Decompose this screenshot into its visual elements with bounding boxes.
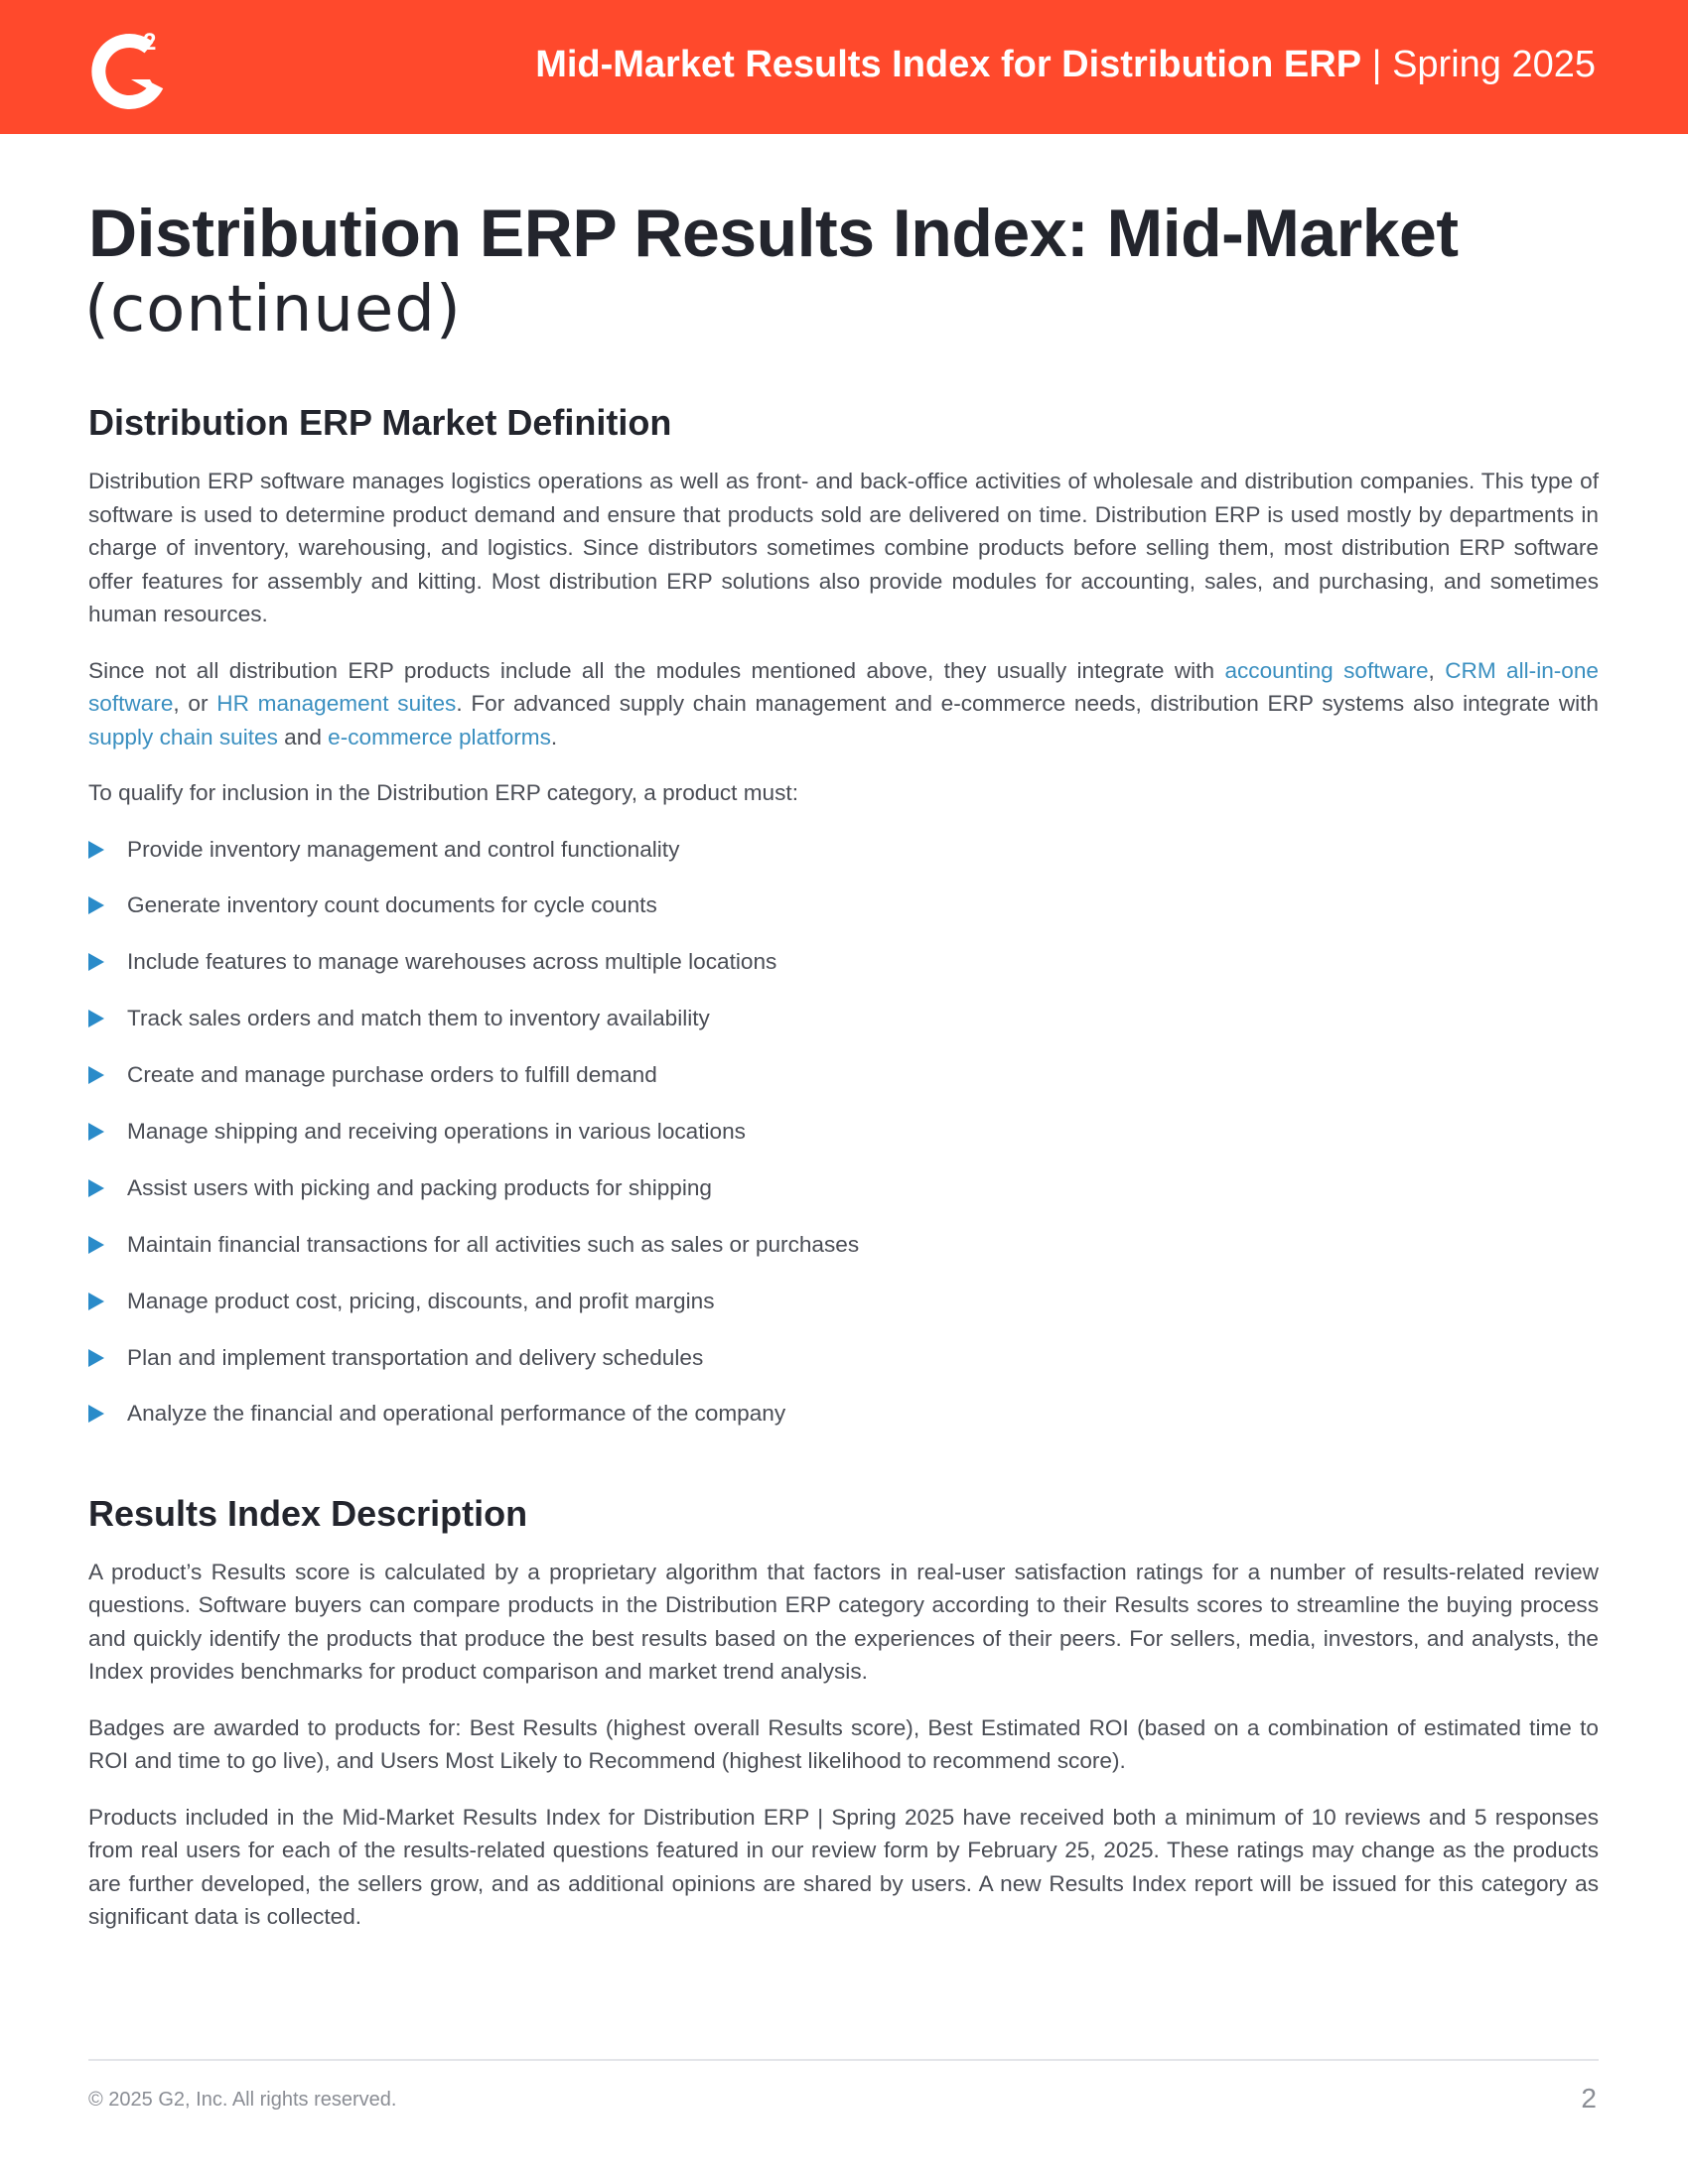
- criteria-list: [88, 833, 1599, 1431]
- svg-text:2: 2: [143, 29, 157, 56]
- text-span: . For advanced supply chain management and e-commerce needs, distribution ERP systems also integrate with: [456, 691, 1600, 716]
- text-span: ,: [1428, 657, 1446, 683]
- criteria-item-text: Analyze the financial and operational performance of the company: [127, 1401, 786, 1427]
- criteria-item-text: Provide inventory management and control functionality: [127, 836, 680, 862]
- text-span: .: [550, 724, 558, 750]
- page-title: Distribution ERP Results Index: Mid-Market: [88, 196, 1459, 271]
- report-header-title: [535, 44, 1596, 86]
- triangle-bullet-icon: [88, 1349, 104, 1367]
- criteria-item: [88, 1341, 1599, 1375]
- criteria-item-text: Track sales orders and match them to inventory availability: [127, 1006, 710, 1031]
- g2-logo: [87, 28, 173, 109]
- header-bar: [0, 0, 1688, 134]
- criteria-item: [88, 945, 1599, 979]
- market-definition-heading: Distribution ERP Market Definition: [88, 402, 672, 443]
- footer-copyright: © 2025 G2, Inc. All rights reserved.: [88, 2089, 397, 2111]
- criteria-item-text: Include features to manage warehouses across multiple locations: [127, 949, 777, 975]
- criteria-item: [88, 1058, 1599, 1092]
- text-span: , or: [173, 691, 217, 716]
- triangle-bullet-icon: [88, 1236, 104, 1254]
- criteria-item-text: Manage product cost, pricing, discounts, and profit margins: [127, 1288, 715, 1313]
- criteria-item: [88, 1285, 1599, 1318]
- footer-divider: [88, 2059, 1599, 2061]
- results-paragraph-2: Badges are awarded to products for: Best Results (highest overall Results score), Best Estimated ROI (based on a combination of estimated time to ROI and time to go live), and Users Most Likely to Recommend (highest likelihood to recommend score).: [88, 1714, 1599, 1774]
- criteria-intro: To qualify for inclusion in the Distribution ERP category, a product must:: [88, 780, 798, 805]
- triangle-bullet-icon: [88, 1123, 104, 1141]
- link-supply-chain-suites[interactable]: supply chain suites: [88, 724, 278, 750]
- results-paragraph-3: Products included in the Mid-Market Results Index for Distribution ERP | Spring 2025 have received both a minimum of 10 reviews and 5 responses from real users for each of the results-related questions featured in our review form by February 25, 2025. These ratings may change as the products are further developed, the sellers grow, and as additional opinions are shared by users. A new Results Index report will be issued for this category as significant data is collected.: [88, 1804, 1599, 1930]
- results-paragraph-1: A product’s Results score is calculated by a proprietary algorithm that factors in real-user satisfaction ratings for a number of results-related review questions. Software buyers can compare products in the Distribution ERP category according to their Results scores to streamline the buying process and quickly identify the products that produce the best results based on the experiences of their peers. For sellers, media, investors, and analysts, the Index provides benchmarks for product comparison and market trend analysis.: [88, 1559, 1599, 1685]
- criteria-item: [88, 1115, 1599, 1149]
- text-span: and: [277, 724, 329, 750]
- criteria-item: [88, 1002, 1599, 1035]
- criteria-item-text: Manage shipping and receiving operations in various locations: [127, 1118, 746, 1144]
- market-definition-paragraph-1: Distribution ERP software manages logistics operations as well as front- and back-office activities of wholesale and distribution companies. This type of software is used to determine product demand and ensure that products sold are delivered on time. Distribution ERP is used mostly by departments in charge of inventory, warehousing, and logistics. Since distributors sometimes combine products before selling them, most distribution ERP software offer features for assembly and kitting. Most distribution ERP solutions also provide modules for accounting, sales, and purchasing, and sometimes human resources.: [88, 469, 1599, 626]
- report-name: Mid-Market Results Index for Distribution ERP: [535, 44, 1362, 85]
- triangle-bullet-icon: [88, 953, 104, 971]
- report-season: Spring 2025: [1392, 44, 1596, 85]
- link-hr-management-suites[interactable]: HR management suites: [216, 691, 457, 716]
- link-e-commerce-platforms[interactable]: e-commerce platforms: [328, 724, 551, 750]
- criteria-item-text: Maintain financial transactions for all activities such as sales or purchases: [127, 1231, 860, 1257]
- results-index-heading: Results Index Description: [88, 1492, 528, 1534]
- criteria-item: [88, 833, 1599, 867]
- criteria-item: [88, 1397, 1599, 1431]
- page-number: 2: [1581, 2083, 1597, 2114]
- triangle-bullet-icon: [88, 896, 104, 914]
- criteria-item-text: Create and manage purchase orders to fulfill demand: [127, 1062, 657, 1088]
- header-separator: |: [1371, 44, 1382, 85]
- criteria-item-text: Generate inventory count documents for cycle counts: [127, 892, 657, 918]
- triangle-bullet-icon: [88, 841, 104, 859]
- triangle-bullet-icon: [88, 1405, 104, 1423]
- criteria-item-text: Plan and implement transportation and delivery schedules: [127, 1344, 704, 1370]
- triangle-bullet-icon: [88, 1066, 104, 1084]
- triangle-bullet-icon: [88, 1293, 104, 1310]
- criteria-item: [88, 888, 1599, 922]
- criteria-item: [88, 1228, 1599, 1262]
- main-content: [84, 195, 1600, 1934]
- triangle-bullet-icon: [88, 1179, 104, 1197]
- link-accounting-software[interactable]: accounting software: [1224, 657, 1429, 683]
- text-span: Since not all distribution ERP products include all the modules mentioned above, they usually integrate with: [88, 657, 1225, 683]
- triangle-bullet-icon: [88, 1010, 104, 1027]
- criteria-item-text: Assist users with picking and packing products for shipping: [127, 1174, 712, 1200]
- criteria-item: [88, 1171, 1599, 1205]
- page-subtitle: (continued): [84, 273, 462, 346]
- link-crm-all-in-one-software[interactable]: CRM all-in-one software: [88, 657, 1599, 716]
- market-definition-paragraph-2: [88, 654, 1599, 754]
